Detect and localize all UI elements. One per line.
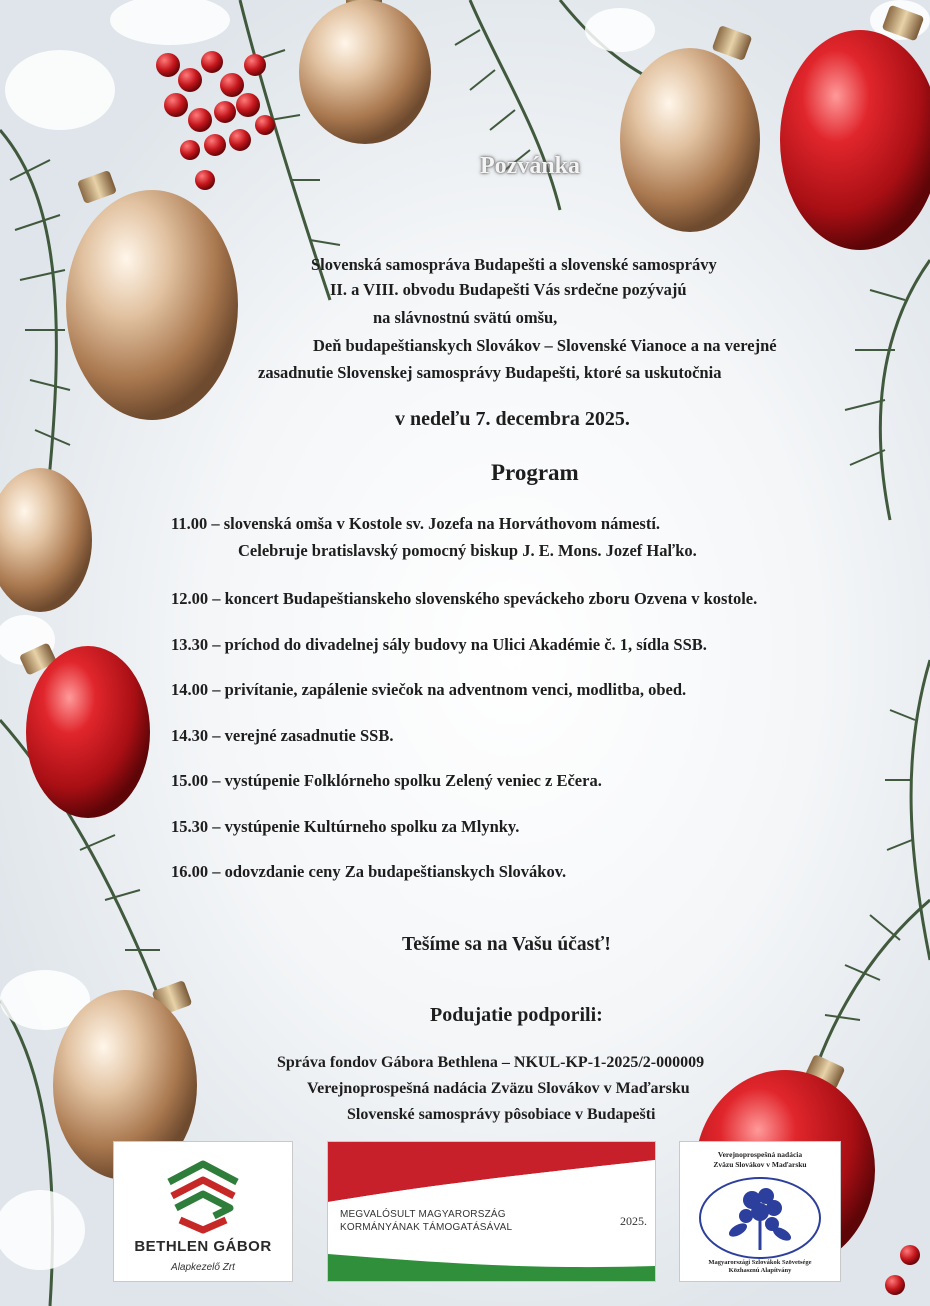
- intro-line: Deň budapeštianskych Slovákov – Slovenské Vianoce a na verejné: [313, 336, 777, 355]
- program-item: 14.00 – privítanie, zapálenie sviečok na adventnom venci, modlitba, obed.: [171, 680, 687, 699]
- nadacia-bottom-text: [680, 1259, 840, 1275]
- intro-line: II. a VIII. obvodu Budapešti Vás srdečne pozývajú: [330, 280, 687, 299]
- program-item: Celebruje bratislavský pomocný biskup J. E. Mons. Jozef Haľko.: [238, 541, 697, 560]
- intro-line: na slávnostnú svätú omšu,: [373, 308, 558, 327]
- government-support-logo: [327, 1141, 656, 1282]
- bethlen-name: BETHLEN GÁBOR: [134, 1238, 272, 1255]
- program-item: 15.30 – vystúpenie Kultúrneho spolku za Mlynky.: [171, 817, 520, 836]
- program-item: 13.30 – príchod do divadelnej sály budovy na Ulici Akadémie č. 1, sídla SSB.: [171, 635, 707, 654]
- nadacia-line: Zväzu Slovákov v Maďarsku: [713, 1160, 807, 1169]
- event-date: v nedeľu 7. decembra 2025.: [395, 408, 630, 430]
- program-item: 11.00 – slovenská omša v Kostole sv. Jozefa na Horváthovom námestí.: [171, 514, 661, 533]
- gov-year: 2025.: [620, 1214, 647, 1228]
- nadacia-logo: [679, 1141, 841, 1282]
- bethlen-emblem-icon: [114, 1142, 292, 1237]
- bethlen-gabor-logo: [113, 1141, 293, 1282]
- program-item: 16.00 – odovzdanie ceny Za budapeštianskych Slovákov.: [171, 862, 567, 881]
- supporter-line: Verejnoprospešná nadácia Zväzu Slovákov v Maďarsku: [307, 1080, 690, 1097]
- program-item: 12.00 – koncert Budapeštianskeho slovenského speváckeho zboru Ozvena v kostole.: [171, 589, 758, 608]
- intro-line: Slovenská samospráva Budapešti a slovenské samosprávy: [311, 255, 717, 274]
- nadacia-line: Közhasznú Alapítvány: [728, 1267, 792, 1274]
- gov-line: KORMÁNYÁNAK TÁMOGATÁSÁVAL: [340, 1222, 513, 1233]
- bethlen-sub: Alapkezelő Zrt: [171, 1262, 235, 1273]
- supporter-line: Správa fondov Gábora Bethlena – NKUL-KP-1-2025/2-000009: [277, 1054, 705, 1071]
- program-heading: Program: [491, 460, 579, 485]
- program-item: 15.00 – vystúpenie Folklórneho spolku Zelený veniec z Ečera.: [171, 771, 602, 790]
- support-heading: Podujatie podporili:: [430, 1004, 603, 1026]
- supporter-line: Slovenské samosprávy pôsobiace v Budapešti: [347, 1106, 656, 1123]
- closing-line: Tešíme sa na Vašu účasť!: [402, 934, 611, 955]
- invitation-title: Pozvánka: [480, 153, 581, 179]
- government-support-text: [340, 1208, 512, 1234]
- nadacia-line: Magyarországi Szlovákok Szövetsége: [708, 1259, 812, 1266]
- intro-line: zasadnutie Slovenskej samosprávy Budapešti, ktoré sa uskutočnia: [258, 363, 722, 382]
- program-item: 14.30 – verejné zasadnutie SSB.: [171, 726, 394, 745]
- nadacia-line: Verejnoprospešná nadácia: [717, 1150, 803, 1159]
- gov-line: MEGVALÓSULT MAGYARORSZÁG: [340, 1209, 506, 1220]
